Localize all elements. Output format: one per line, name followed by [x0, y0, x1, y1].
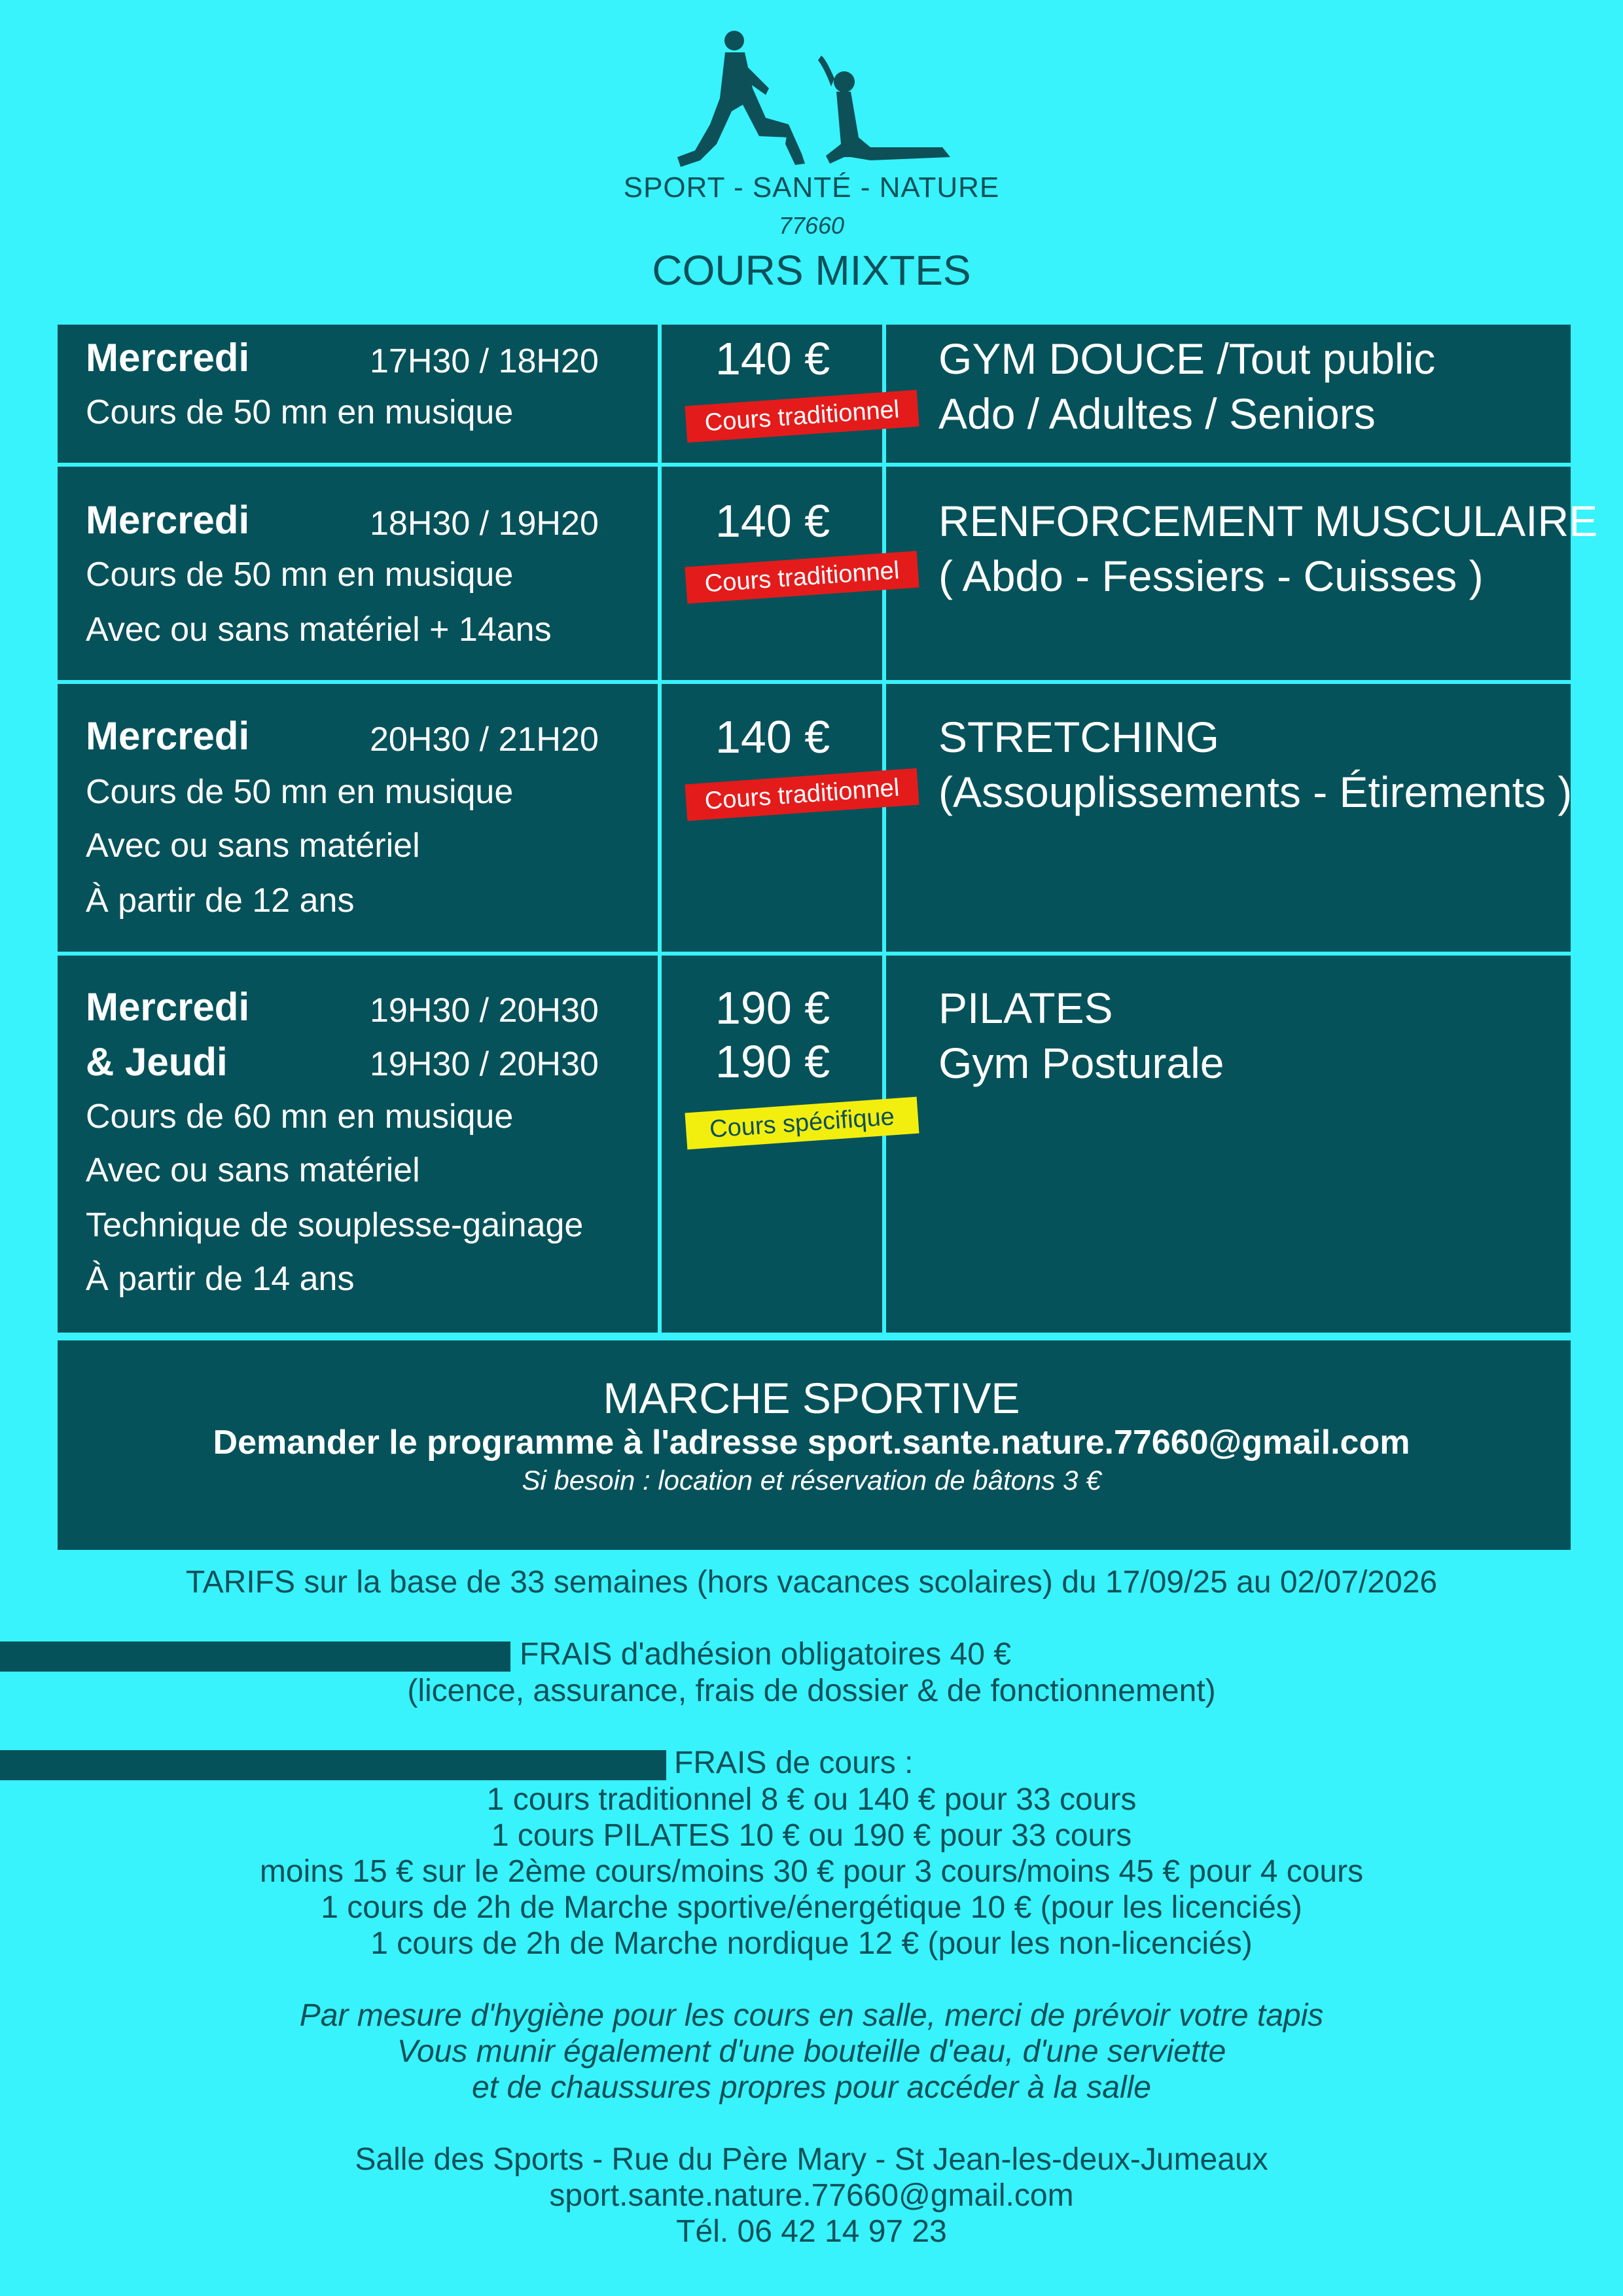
decorative-bar [0, 1750, 666, 1780]
row-description: Cours de 50 mn en musique [86, 393, 514, 431]
row-divider [36, 680, 1594, 684]
row-description: Avec ou sans matériel [86, 827, 420, 865]
course-type-tag: Cours traditionnel [685, 390, 919, 443]
row-price-secondary: 190 € [715, 1036, 830, 1087]
contact-address: Salle des Sports - Rue du Père Mary - St Jean-les-deux-Jumeaux [355, 2142, 1268, 2177]
row-description: Cours de 60 mn en musique [86, 1098, 514, 1136]
hygiene-note: Par mesure d'hygiène pour les cours en salle, merci de prévoir votre tapis [299, 1998, 1324, 2033]
frais-cours-line: 1 cours de 2h de Marche sportive/énergétique 10 € (pour les licenciés) [321, 1890, 1302, 1925]
course-type-tag: Cours traditionnel [685, 768, 919, 821]
course-detail: ( Abdo - Fessiers - Cuisses ) [938, 552, 1484, 600]
hygiene-note: Vous munir également d'une bouteille d'eau, d'une serviette [397, 2034, 1226, 2069]
course-type-tag: Cours traditionnel [685, 551, 919, 604]
row-description: Avec ou sans matériel [86, 1151, 420, 1189]
course-name: GYM DOUCE /Tout public [938, 334, 1436, 383]
page-title: COURS MIXTES [652, 247, 971, 294]
course-detail: Ado / Adultes / Seniors [938, 389, 1376, 438]
row-divider [36, 463, 1594, 467]
row-description: Cours de 50 mn en musique [86, 773, 514, 811]
row-description: Avec ou sans matériel + 14ans [86, 611, 552, 649]
row-description: Technique de souplesse-gainage [86, 1206, 584, 1244]
row-time: 19H30 / 20H30 [370, 992, 599, 1030]
course-name: RENFORCEMENT MUSCULAIRE [938, 497, 1598, 545]
row-day-secondary: & Jeudi [86, 1040, 228, 1084]
row-price: 140 € [715, 495, 830, 547]
row-time: 18H30 / 19H20 [370, 505, 599, 543]
row-day: Mercredi [86, 985, 250, 1029]
row-time: 20H30 / 21H20 [370, 721, 599, 759]
contact-phone[interactable]: Tél. 06 42 14 97 23 [676, 2214, 947, 2249]
adhesion-detail: (licence, assurance, frais de dossier & de fonctionnement) [407, 1674, 1216, 1708]
marche-contact-line: Demander le programme à l'adresse sport.sante.nature.77660@gmail.com [213, 1424, 1410, 1462]
course-detail: (Assouplissements - Étirements ) [938, 768, 1573, 816]
contact-email[interactable]: sport.sante.nature.77660@gmail.com [549, 2178, 1074, 2213]
course-detail: Gym Posturale [938, 1039, 1224, 1087]
row-day: Mercredi [86, 336, 250, 380]
frais-cours-line: 1 cours traditionnel 8 € ou 140 € pour 33 cours [486, 1782, 1137, 1817]
frais-cours-title: FRAIS de cours : [674, 1746, 914, 1780]
tarifs-line: TARIFS sur la base de 33 semaines (hors vacances scolaires) du 17/09/25 au 02/07/2026 [185, 1565, 1438, 1600]
hygiene-note: et de chaussures propres pour accéder à la salle [472, 2070, 1151, 2105]
adhesion-title: FRAIS d'adhésion obligatoires 40 € [520, 1637, 1011, 1672]
row-time: 17H30 / 18H20 [370, 342, 599, 380]
marche-title: MARCHE SPORTIVE [603, 1374, 1020, 1422]
course-type-tag: Cours spécifique [685, 1097, 919, 1150]
column-divider [658, 323, 662, 1335]
frais-cours-line: 1 cours de 2h de Marche nordique 12 € (pour les non-licenciés) [370, 1926, 1253, 1961]
frais-cours-line: 1 cours PILATES 10 € ou 190 € pour 33 cours [491, 1818, 1132, 1853]
frais-cours-line: moins 15 € sur le 2ème cours/moins 30 € pour 3 cours/moins 45 € pour 4 cours [259, 1854, 1364, 1889]
row-description: À partir de 14 ans [86, 1260, 355, 1298]
fitness-silhouettes-logo [654, 26, 962, 173]
course-name: PILATES [938, 984, 1113, 1032]
brand-name: SPORT - SANTÉ - NATURE [623, 171, 1000, 204]
course-name: STRETCHING [938, 713, 1219, 761]
row-description: Cours de 50 mn en musique [86, 556, 514, 594]
marche-note: Si besoin : location et réservation de bâtons 3 € [522, 1465, 1101, 1496]
row-day: Mercredi [86, 714, 250, 758]
row-day: Mercredi [86, 498, 250, 542]
column-divider [882, 323, 886, 1335]
row-price: 140 € [715, 333, 830, 384]
row-time-secondary: 19H30 / 20H30 [370, 1045, 599, 1083]
row-description: À partir de 12 ans [86, 882, 355, 920]
row-price: 190 € [715, 982, 830, 1033]
row-divider [36, 952, 1594, 956]
postcode: 77660 [778, 212, 845, 239]
decorative-bar [0, 1641, 510, 1672]
row-divider [36, 1333, 1594, 1336]
row-price: 140 € [715, 711, 830, 762]
